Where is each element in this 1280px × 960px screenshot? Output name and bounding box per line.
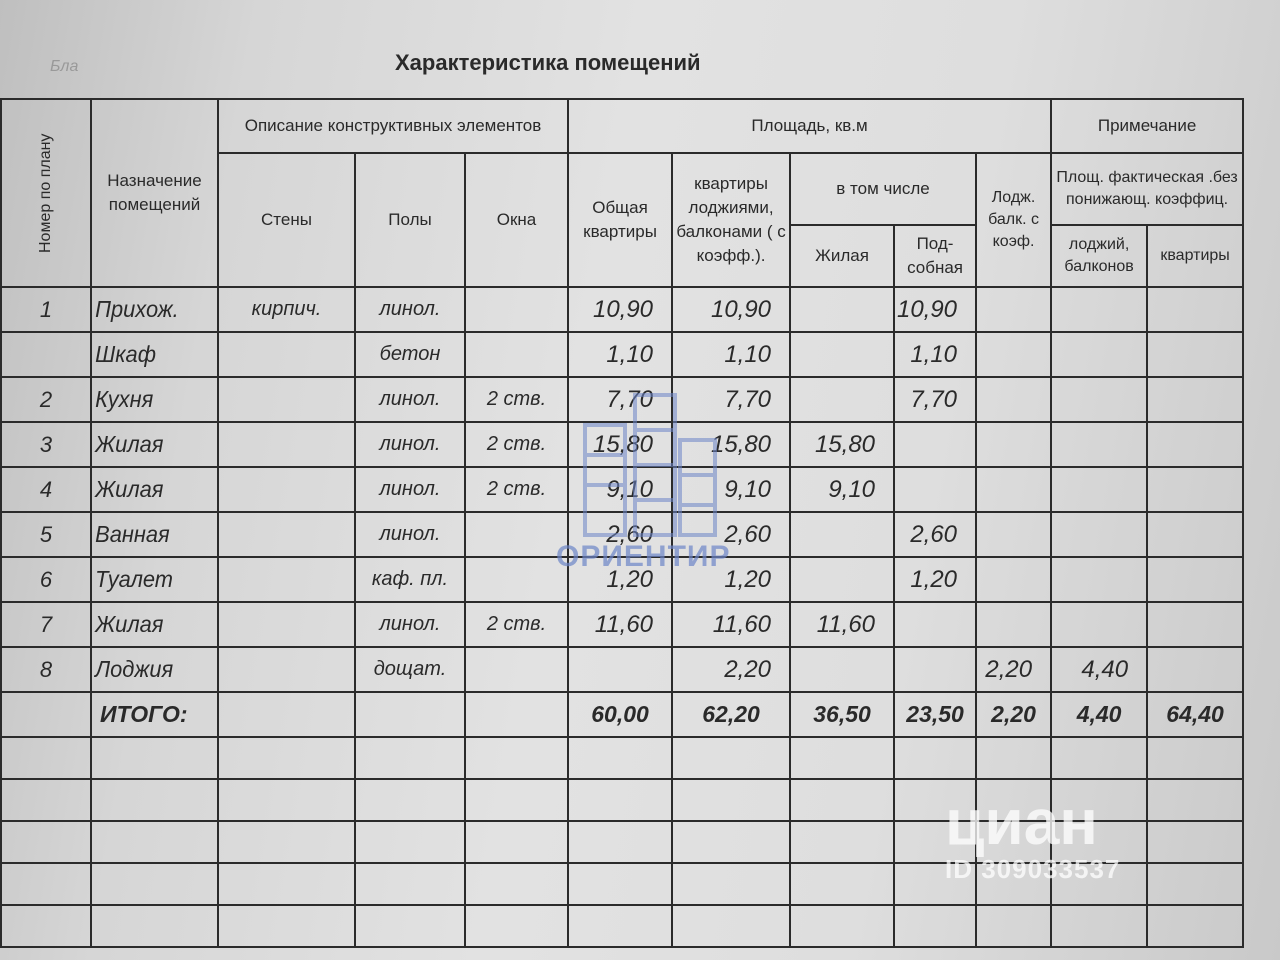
empty-row [1, 905, 1243, 947]
header-note: Примечание [1051, 99, 1243, 153]
total-label: ИТОГО: [91, 692, 218, 737]
header-living: Жилая [790, 225, 894, 287]
header-actual-area: Площ. фактическая .без понижающ. коэффиц. [1051, 153, 1243, 225]
header-walls: Стены [218, 153, 355, 287]
empty-row [1, 737, 1243, 779]
table-row: 3 Жилая линол. 2 ств. 15,80 15,80 15,80 [1, 422, 1243, 467]
header-construction: Описание конструктивных элементов [218, 99, 568, 153]
cian-watermark [945, 786, 1121, 885]
table-row: 2 Кухня линол. 2 ств. 7,70 7,70 7,70 [1, 377, 1243, 422]
header-loggias-balconies: лоджий, балконов [1051, 225, 1147, 287]
header-apartment-with-loggias: квартиры лоджиями, балконами ( с коэфф.). [672, 153, 790, 287]
table-row: 7 Жилая линол. 2 ств. 11,60 11,60 11,60 [1, 602, 1243, 647]
table-row: 4 Жилая линол. 2 ств. 9,10 9,10 9,10 [1, 467, 1243, 512]
total-row: ИТОГО: 60,00 62,20 36,50 23,50 2,20 4,40 64,40 [1, 692, 1243, 737]
page-title: Характеристика помещений [395, 50, 701, 75]
table-row: 5 Ванная линол. 2,60 2,60 2,60 [1, 512, 1243, 557]
cian-logo: циан [945, 786, 1098, 858]
watermark-label: ОРИЕНТИР [556, 540, 731, 573]
corner-handwritten-mark: Бла [50, 58, 79, 75]
table-row: Шкаф бетон 1,10 1,10 1,10 [1, 332, 1243, 377]
table-row: 8 Лоджия дощат. 2,20 2,20 4,40 [1, 647, 1243, 692]
header-area: Площадь, кв.м [568, 99, 1051, 153]
header-total-apartment: Общая квартиры [568, 153, 672, 287]
header-windows: Окна [465, 153, 568, 287]
header-purpose: Назначение помещений [91, 99, 218, 287]
header-auxiliary: Под-собная [894, 225, 976, 287]
header-including: в том числе [790, 153, 976, 225]
header-floors: Полы [355, 153, 465, 287]
header-plan-number: Номер по плану [1, 99, 91, 287]
table-row: 1 Прихож. кирпич. линол. 10,90 10,90 10,90 [1, 287, 1243, 332]
cian-listing-id: ID 309033537 [945, 854, 1121, 884]
table-row: 6 Туалет каф. пл. 1,20 1,20 1,20 [1, 557, 1243, 602]
header-apartments: квартиры [1147, 225, 1243, 287]
header-loggia-coef: Лодж. балк. с коэф. [976, 153, 1051, 287]
